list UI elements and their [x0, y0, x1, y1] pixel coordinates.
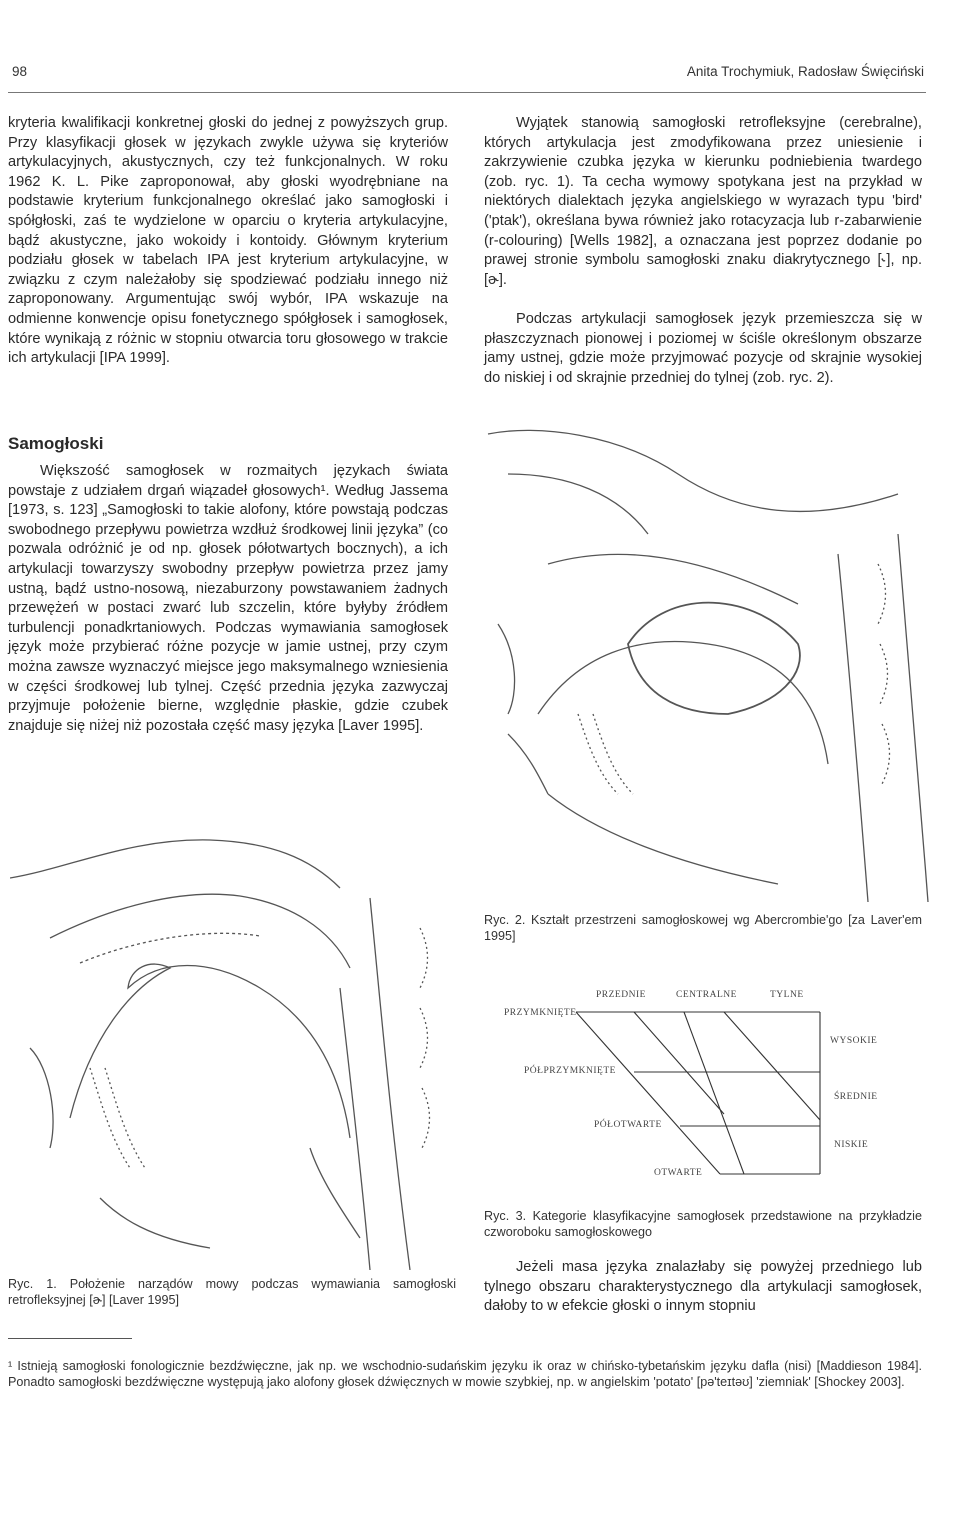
label-central: CENTRALNE [676, 990, 737, 1000]
section-heading: Samogłoski [8, 434, 104, 453]
figure-2-vowel-space [478, 414, 948, 902]
right-paragraph-2: Podczas artykulacji samogłosek język przemieszcza się w płaszczyznach pionowej i poziomej w ściśle określonym obszarze jamy ustnej, gdzie może przyjmować pozycje od skrajnie wysokiej do niskiej i od skrajnie przedniej do tylnej (zob. ryc. 2). [484, 311, 922, 386]
label-close: PRZYMKNIĘTE [504, 1008, 577, 1018]
figure-3-caption: Ryc. 3. Kategorie klasyfikacyjne samogłosek przedstawione na przykładzie czworoboku samogłoskowego [484, 1209, 922, 1239]
label-mid: ŚREDNIE [834, 1092, 878, 1102]
label-close-mid: PÓŁPRZYMKNIĘTE [524, 1066, 616, 1076]
section-paragraph: Większość samogłosek w rozmaitych językach świata powstaje z udziałem drgań wiązadeł głosowych¹. Według Jassema [1973, s. 123] „Samogłoski to takie alofony, które powstają podczas swobodnego przepływu powietrza wzdłuż środkowej linii języka” (co pozwala odróżnić je od np. głosek półotwartych bocznych), a ich artykulacji towarzyszy swobodny przepływ powietrza przez jamy ustną, bądź ustno-nosową, niezaburzony powstawaniem żadnych przewężeń w postaci zwarć lub szczelin, które byłyby źródłem turbulencji ponadkrtaniowych. Podczas wymawiania samogłosek język może przybierać różne pozycje w jamie ustnej, przy czym można zawsze wyznaczyć miejsce jego maksymalnego wzniesienia w części środkowej lub tylnej. Część przednia języka zazwyczaj przyjmuje położenie bierne, względnie płaskie, gdzie czubek znajduje się niżej niż pozostała część masy języka [Laver 1995]. [8, 463, 448, 734]
label-high: WYSOKIE [830, 1036, 878, 1046]
header-rule [8, 92, 926, 93]
right-paragraph-1: Wyjątek stanowią samogłoski retrofleksyjne (cerebralne), których artykulacja jest zmodyfikowana przez uniesienie i zakrzywienie czubka języka w kierunku podniebienia twardego (zob. ryc. 1). Ta cecha wymowy spotykana jest na przykład w niektórych dialektach języka angielskiego w wyrazach typu 'bird' ('ptak'), określana bywa również jako rotacyzacja lub r-zabarwienie (r-colouring) [Wells 1982], a oznaczana jest poprzez dodanie po prawej stronie symbolu samogłoski znaku diakrytycznego [˞], np. [ɚ]. [484, 115, 922, 288]
figure-2-caption: Ryc. 2. Kształt przestrzeni samogłoskowej wg Abercrombie'go [za Laver'em 1995] [484, 913, 922, 943]
label-low: NISKIE [834, 1140, 869, 1150]
footnote: ¹ Istnieją samogłoski fonologicznie bezdźwięczne, jak np. we wschodnio-sudańskim języku ik oraz w chińsko-tybetańskim języku dafla (nisi) [Maddieson 1984]. Ponadto samogłoski bezdźwięczne występują jako alofony głosek dźwięcznych w mowie szybkiej, np. w angielskim 'potato' [pə'teɪtəʊ] 'ziemniak' [Shockey 2003]. [8, 1359, 922, 1389]
intro-paragraph: kryteria kwalifikacji konkretnej głoski do jednej z powyższych grup. Przy klasyfikacji głosek w językach zwykle używa się kryteriów artykulacyjnych, akustycznych, czy też funkcjonalnych. W roku 1962 K. L. Pike zaproponował, aby głoski wyodrębniane na podstawie kryterium funkcjonalnego określać jako samogłoski i spółgłoski, zaś te wydzielone w oparciu o kryteria artykulacyjne, bądź akustyczne, jako wokoidy i kontoidy. Głównym kryterium podziału głosek w tabelach IPA jest kryterium artykulacyjne, w związku z czym należałoby się spodziewać podziału innego niż zaproponowany. Argumentując swój wybór, IPA wskazuje na odmienne konwencje opisu fonetycznego spółgłosek i samogłosek, które wynikają z różnic w stopniu otwarcia toru głosowego w trakcie ich artykulacji [IPA 1999]. [8, 115, 448, 367]
running-header-authors: Anita Trochymiuk, Radosław Święciński [686, 64, 924, 79]
right-paragraph-3: Jeżeli masa języka znalazłaby się powyżej przedniego lub tylnego obszaru charakterystycznego dla artykulacji samogłosek, dałoby to w efekcie głoski o innym stopniu [484, 1259, 922, 1315]
label-back: TYLNE [770, 990, 804, 1000]
figure-3-vowel-quadrilateral [484, 980, 924, 1190]
label-open-mid: PÓŁOTWARTE [594, 1120, 662, 1130]
figure-1-caption: Ryc. 1. Położenie narządów mowy podczas wymawiania samogłoski retrofleksyjnej [ɚ] [Laver 1995] [8, 1277, 456, 1307]
label-front: PRZEDNIE [596, 990, 646, 1000]
figure-1-vocal-tract [10, 818, 462, 1270]
page-number: 98 [12, 64, 28, 79]
label-open: OTWARTE [654, 1168, 703, 1178]
footnote-rule [8, 1338, 132, 1339]
